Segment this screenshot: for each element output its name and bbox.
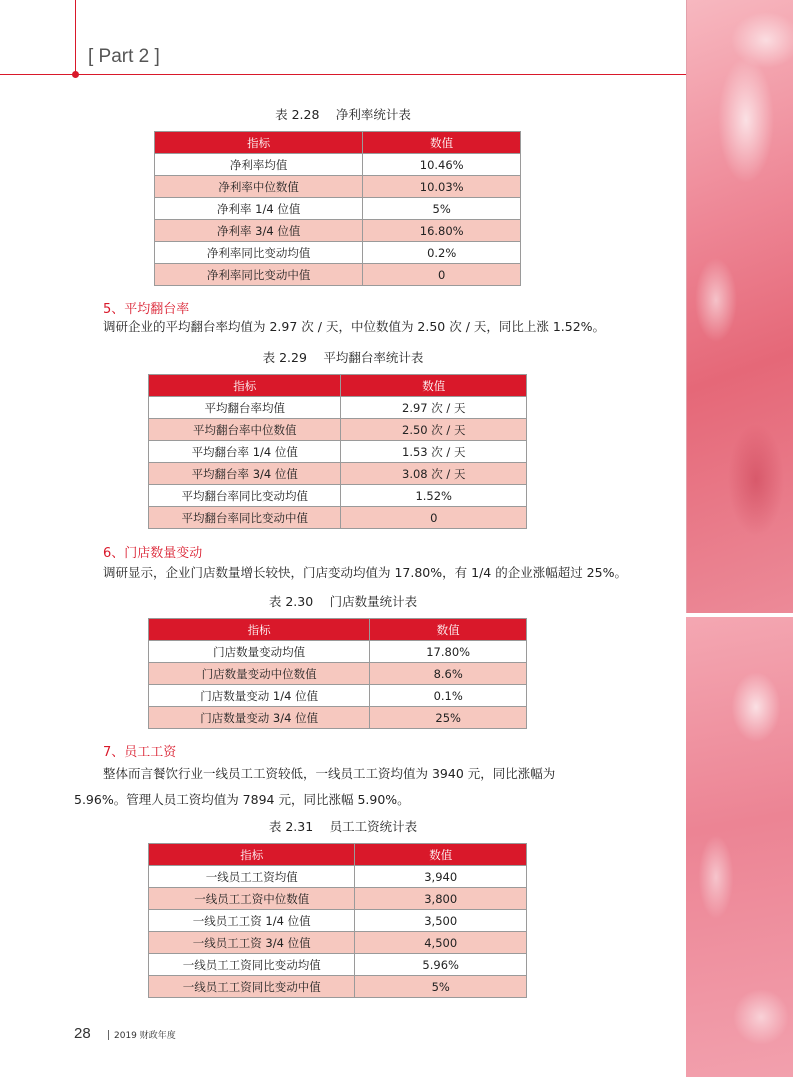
table-row — [149, 419, 527, 441]
row-value: 10.46% — [363, 154, 521, 176]
header-dot — [72, 71, 79, 78]
row-label: 一线员工工资 3/4 位值 — [149, 932, 355, 954]
row-value: 10.03% — [363, 176, 521, 198]
wages-table — [148, 843, 527, 998]
row-value: 8.6% — [370, 663, 527, 685]
section-text-table-turnover: 调研企业的平均翻台率均值为 2.97 次 / 天，中位数值为 2.50 次 / 天，同比上涨 1.52%。 — [103, 319, 606, 334]
row-value: 5.96% — [355, 954, 527, 976]
row-label: 平均翻台率同比变动均值 — [149, 485, 341, 507]
table-row — [149, 485, 527, 507]
table-row — [155, 198, 521, 220]
table-row — [155, 154, 521, 176]
row-value: 3.08 次 / 天 — [341, 463, 527, 485]
row-label: 平均翻台率 1/4 位值 — [149, 441, 341, 463]
table-header-row — [149, 844, 527, 866]
page-number: 28 — [74, 1025, 91, 1042]
side-image-top — [686, 0, 793, 613]
row-value: 3,940 — [355, 866, 527, 888]
row-label: 一线员工工资同比变动均值 — [149, 954, 355, 976]
table-row — [149, 866, 527, 888]
row-value: 1.53 次 / 天 — [341, 441, 527, 463]
row-value: 2.50 次 / 天 — [341, 419, 527, 441]
row-label: 门店数量变动 1/4 位值 — [149, 685, 370, 707]
table-row — [149, 441, 527, 463]
header-indicator: 指标 — [155, 132, 363, 154]
section-title-wages: 7、员工工资 — [103, 745, 177, 760]
table-turnover-table — [148, 374, 527, 529]
part-label: [ Part 2 ] — [88, 46, 160, 67]
table-row — [149, 910, 527, 932]
row-value: 4,500 — [355, 932, 527, 954]
row-label: 一线员工工资均值 — [149, 866, 355, 888]
side-image-bottom — [686, 617, 793, 1077]
table-header-row — [149, 619, 527, 641]
table-row — [149, 707, 527, 729]
row-label: 一线员工工资同比变动中值 — [149, 976, 355, 998]
header-value: 数值 — [341, 375, 527, 397]
header-indicator: 指标 — [149, 619, 370, 641]
row-label: 净利率中位数值 — [155, 176, 363, 198]
row-label: 净利率 3/4 位值 — [155, 220, 363, 242]
header-value: 数值 — [363, 132, 521, 154]
header-indicator: 指标 — [149, 844, 355, 866]
row-value: 25% — [370, 707, 527, 729]
row-label: 净利率同比变动中值 — [155, 264, 363, 286]
row-value: 16.80% — [363, 220, 521, 242]
side-image-border — [686, 0, 687, 613]
row-label: 净利率 1/4 位值 — [155, 198, 363, 220]
table-row — [149, 663, 527, 685]
table-row — [149, 976, 527, 998]
table-row — [155, 264, 521, 286]
table-row — [149, 641, 527, 663]
table-row — [155, 242, 521, 264]
table-row — [149, 888, 527, 910]
store-count-table — [148, 618, 527, 729]
row-label: 门店数量变动均值 — [149, 641, 370, 663]
table-row — [155, 220, 521, 242]
header-horizontal-rule — [0, 74, 686, 75]
table-caption-2-30: 表 2.30 门店数量统计表 — [268, 594, 418, 609]
header-value: 数值 — [370, 619, 527, 641]
section-text-wages-line1: 整体而言餐饮行业一线员工工资较低，一线员工工资均值为 3940 元，同比涨幅为 — [103, 766, 556, 781]
section-text-wages-line2: 5.96%。管理人员工资均值为 7894 元，同比涨幅 5.90%。 — [74, 792, 410, 807]
row-label: 净利率均值 — [155, 154, 363, 176]
row-label: 一线员工工资 1/4 位值 — [149, 910, 355, 932]
header-value: 数值 — [355, 844, 527, 866]
row-label: 平均翻台率同比变动中值 — [149, 507, 341, 529]
row-value: 0.2% — [363, 242, 521, 264]
net-margin-table — [154, 131, 521, 286]
row-label: 门店数量变动中位数值 — [149, 663, 370, 685]
row-label: 净利率同比变动均值 — [155, 242, 363, 264]
decorative-side-image — [686, 0, 793, 1077]
section-text-store-count: 调研显示，企业门店数量增长较快，门店变动均值为 17.80%，有 1/4 的企业涨幅超过 25%。 — [103, 565, 627, 580]
table-row — [149, 932, 527, 954]
row-label: 一线员工工资中位数值 — [149, 888, 355, 910]
row-value: 3,800 — [355, 888, 527, 910]
row-label: 平均翻台率中位数值 — [149, 419, 341, 441]
row-value: 17.80% — [370, 641, 527, 663]
header-indicator: 指标 — [149, 375, 341, 397]
row-value: 5% — [363, 198, 521, 220]
table-row — [149, 507, 527, 529]
table-row — [149, 397, 527, 419]
row-label: 门店数量变动 3/4 位值 — [149, 707, 370, 729]
footer-separator — [108, 1030, 109, 1040]
row-value: 5% — [355, 976, 527, 998]
row-label: 平均翻台率均值 — [149, 397, 341, 419]
row-value: 0 — [363, 264, 521, 286]
table-row — [149, 685, 527, 707]
row-value: 0.1% — [370, 685, 527, 707]
footer-publication: 2019 财政年度 — [114, 1031, 176, 1041]
section-title-table-turnover: 5、平均翻台率 — [103, 302, 190, 317]
row-label: 平均翻台率 3/4 位值 — [149, 463, 341, 485]
table-header-row — [155, 132, 521, 154]
row-value: 3,500 — [355, 910, 527, 932]
table-caption-2-28: 表 2.28 净利率统计表 — [275, 107, 411, 122]
table-caption-2-29: 表 2.29 平均翻台率统计表 — [262, 350, 424, 365]
header-vertical-rule — [75, 0, 76, 76]
row-value: 0 — [341, 507, 527, 529]
table-row — [155, 176, 521, 198]
table-row — [149, 954, 527, 976]
section-title-store-count: 6、门店数量变动 — [103, 546, 203, 561]
row-value: 1.52% — [341, 485, 527, 507]
table-row — [149, 463, 527, 485]
row-value: 2.97 次 / 天 — [341, 397, 527, 419]
table-header-row — [149, 375, 527, 397]
table-caption-2-31: 表 2.31 员工工资统计表 — [268, 819, 418, 834]
